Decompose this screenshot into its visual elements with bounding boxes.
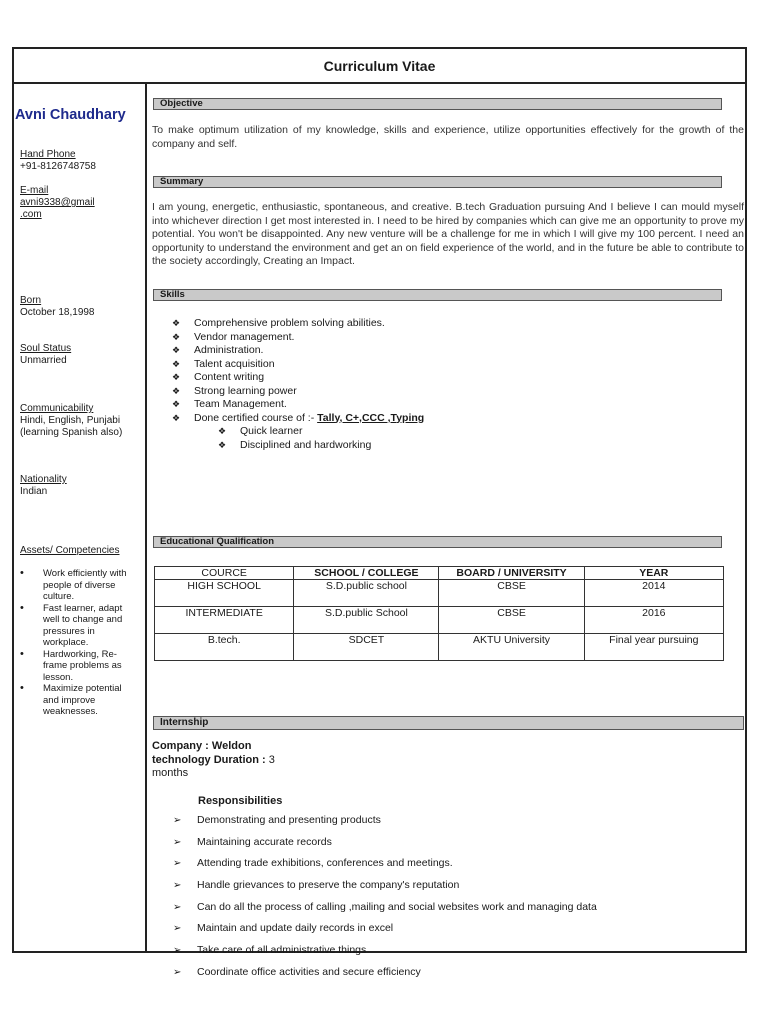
objective-heading: Objective bbox=[153, 98, 722, 110]
list-item: ➢ Coordinate office activities and secure efficiency bbox=[173, 962, 597, 984]
email-link-line1[interactable]: avni9338@gmail bbox=[20, 197, 95, 208]
table-cell: INTERMEDIATE bbox=[155, 607, 294, 634]
hand-phone-value: +91-8126748758 bbox=[20, 161, 96, 172]
education-heading: Educational Qualification bbox=[153, 536, 722, 548]
summary-heading: Summary bbox=[153, 176, 722, 188]
list-item: • Hardworking, Re-frame problems as lesson. bbox=[20, 649, 138, 684]
list-item: ➢ Demonstrating and presenting products bbox=[173, 810, 597, 832]
list-item: ❖ Comprehensive problem solving abilities. bbox=[172, 317, 424, 331]
column-header: SCHOOL / COLLEGE bbox=[294, 567, 439, 580]
communicability-value: Hindi, English, Punjabi (learning Spanish also) bbox=[20, 415, 123, 438]
objective-text: To make optimum utilization of my knowledge, skills and experience, utilize opportunities effectively for the growth of the company and self. bbox=[152, 124, 744, 150]
list-item: • Fast learner, adapt well to change and pressures in workplace. bbox=[20, 603, 138, 649]
list-item: ❖ Quick learner bbox=[172, 425, 424, 439]
soul-status-value: Unmarried bbox=[20, 355, 67, 366]
responsibilities-heading: Responsibilities bbox=[198, 795, 283, 807]
course-names: Tally, C+,CCC ,Typing bbox=[317, 411, 425, 424]
soul-status-label: Soul Status bbox=[20, 343, 72, 354]
communicability-label: Communicability bbox=[20, 403, 94, 414]
course-prefix: Done certified course of :- bbox=[194, 411, 318, 424]
list-item-course bbox=[172, 412, 424, 426]
company-label: Company : Weldon technology Duration : bbox=[152, 740, 266, 766]
list-item: ➢ Handle grievances to preserve the company's reputation bbox=[173, 875, 597, 897]
table-header-row bbox=[155, 567, 724, 580]
column-header: YEAR bbox=[584, 567, 723, 580]
list-item: ❖ Strong learning power bbox=[172, 385, 424, 399]
list-item: • Work efficiently with people of diverse culture. bbox=[20, 568, 138, 603]
table-cell: CBSE bbox=[439, 607, 584, 634]
list-item: ❖ Administration. bbox=[172, 344, 424, 358]
born-value: October 18,1998 bbox=[20, 307, 95, 318]
page-title: Curriculum Vitae bbox=[14, 49, 745, 84]
list-item: ➢ Can do all the process of calling ,mailing and social websites work and managing data bbox=[173, 897, 597, 919]
table-cell: HIGH SCHOOL bbox=[155, 580, 294, 607]
list-item: ➢ Maintain and update daily records in excel bbox=[173, 918, 597, 940]
column-header: COURCE bbox=[155, 567, 294, 580]
list-item: ❖ Vendor management. bbox=[172, 331, 424, 345]
candidate-name: Avni Chaudhary bbox=[15, 107, 126, 123]
born-label: Born bbox=[20, 295, 42, 306]
summary-text: I am young, energetic, enthusiastic, spontaneous, and creative. B.tech Graduation pursuing And I believe I can mould myself into whichever direction I get most interested in. I need to be hired by companies which can give me an opportunity to prove my potential. You won't be disappointed. Any new venture will be a challenge for me in which I will give my 100 percent. I need an opportunity to understand the environment and get an on field experience of the world, and in the future be able to contribute to the society accordingly, Creating an Impact. bbox=[152, 201, 744, 267]
hand-phone-label: Hand Phone bbox=[20, 149, 76, 160]
table-cell: SDCET bbox=[294, 634, 439, 661]
assets-label: Assets/ Competencies bbox=[20, 545, 120, 556]
list-item: ❖ Team Management. bbox=[172, 398, 424, 412]
table-cell: Final year pursuing bbox=[584, 634, 723, 661]
list-item: ❖ Content writing bbox=[172, 371, 424, 385]
list-item: ➢ Attending trade exhibitions, conferences and meetings. bbox=[173, 853, 597, 875]
resume-frame bbox=[12, 47, 747, 978]
list-item: • Maximize potential and improve weaknesses. bbox=[20, 683, 138, 718]
education-table bbox=[154, 566, 724, 661]
table-cell: S.D.public School bbox=[294, 607, 439, 634]
list-item: ❖ Talent acquisition bbox=[172, 358, 424, 372]
table-cell: 2014 bbox=[584, 580, 723, 607]
list-item: ➢ Take care of all administrative things bbox=[173, 940, 597, 962]
internship-heading: Internship bbox=[153, 716, 744, 730]
duration-value: 3 months bbox=[152, 753, 275, 779]
table-cell: 2016 bbox=[584, 607, 723, 634]
table-row bbox=[155, 634, 724, 661]
column-header: BOARD / UNIVERSITY bbox=[439, 567, 584, 580]
table-cell: CBSE bbox=[439, 580, 584, 607]
nationality-value: Indian bbox=[20, 486, 48, 497]
table-cell: AKTU University bbox=[439, 634, 584, 661]
list-item: ➢ Maintaining accurate records bbox=[173, 832, 597, 854]
company-info bbox=[152, 740, 312, 781]
table-row bbox=[155, 607, 724, 634]
column-divider bbox=[145, 84, 147, 951]
skills-heading: Skills bbox=[153, 289, 722, 301]
nationality-label: Nationality bbox=[20, 474, 67, 485]
table-cell: S.D.public school bbox=[294, 580, 439, 607]
email-link-line2[interactable]: .com bbox=[20, 209, 42, 220]
table-row bbox=[155, 580, 724, 607]
assets-list bbox=[20, 568, 138, 718]
email-label: E-mail bbox=[20, 185, 49, 196]
skills-list bbox=[172, 317, 424, 452]
table-cell: B.tech. bbox=[155, 634, 294, 661]
responsibilities-list bbox=[173, 810, 597, 984]
list-item: ❖ Disciplined and hardworking bbox=[172, 439, 424, 453]
